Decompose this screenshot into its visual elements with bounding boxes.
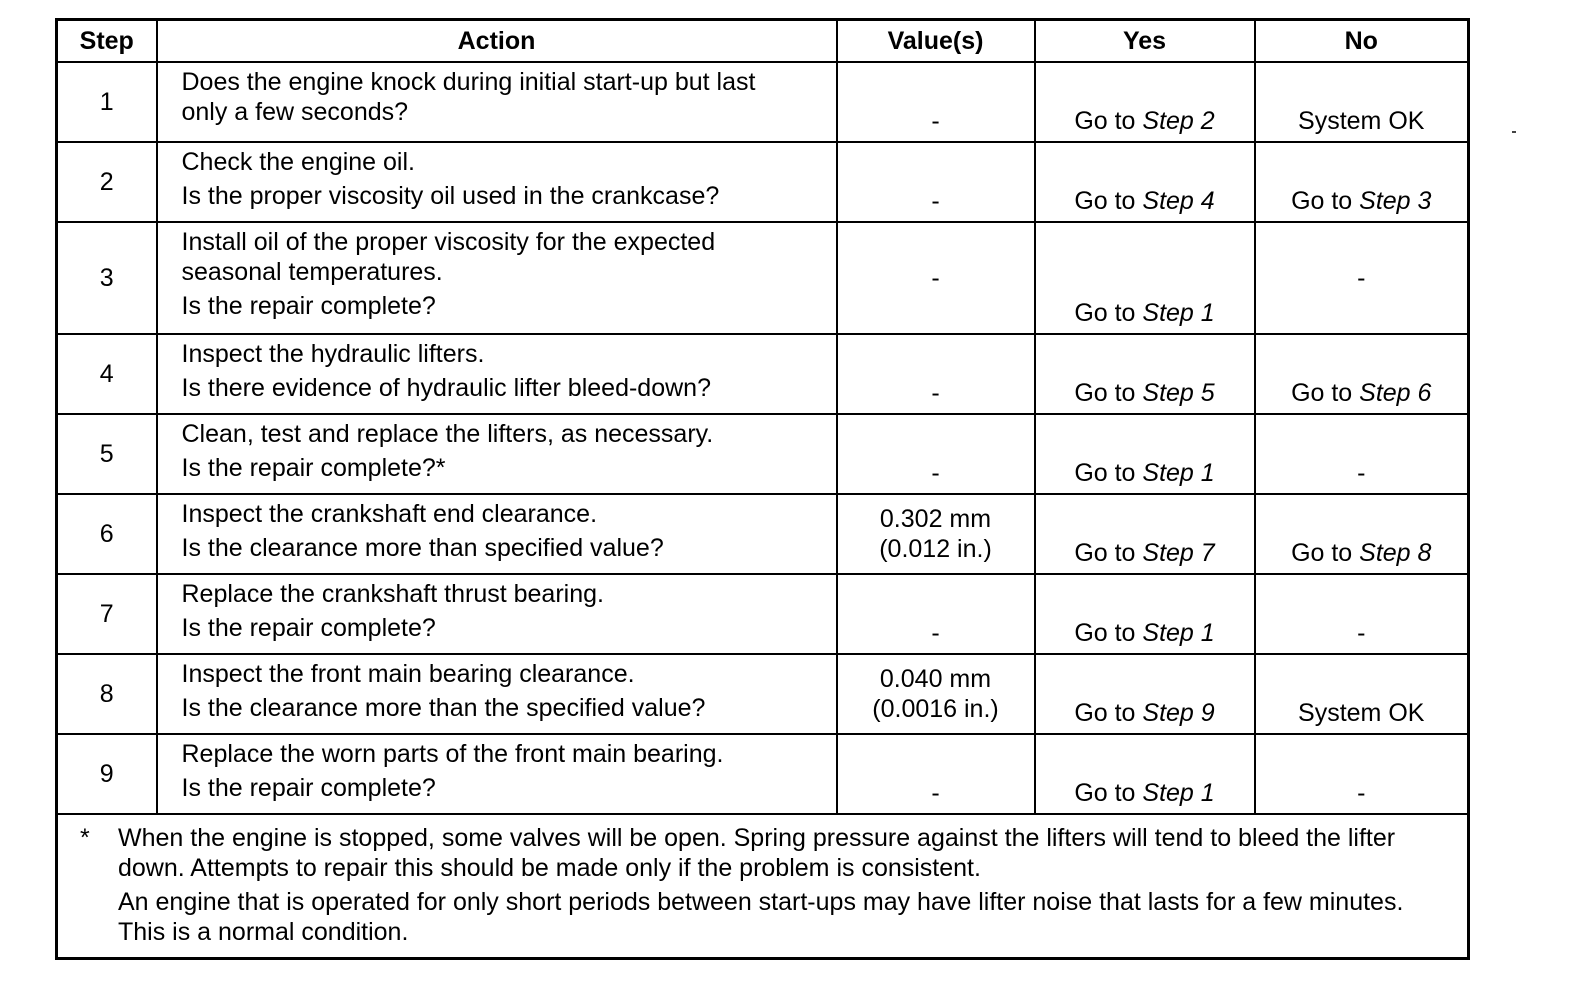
action-line: Is the repair complete? xyxy=(181,292,436,320)
action-line: Is there evidence of hydraulic lifter bleed-down? xyxy=(181,374,711,402)
no-text: - xyxy=(1357,459,1366,487)
yes-step-ref: Step 1 xyxy=(1142,619,1215,647)
no-cell xyxy=(1255,334,1469,414)
footnote-cell xyxy=(57,814,1469,959)
step-number: 4 xyxy=(57,334,157,414)
no-cell xyxy=(1255,142,1469,222)
column-header-no: No xyxy=(1255,20,1469,63)
yes-text: Go to xyxy=(1074,619,1143,647)
yes-step-ref: Step 1 xyxy=(1142,459,1215,487)
yes-step-ref: Step 7 xyxy=(1142,539,1215,567)
action-cell xyxy=(157,414,837,494)
table-header-row xyxy=(57,20,1469,63)
yes-cell xyxy=(1035,142,1255,222)
yes-text: Go to xyxy=(1074,187,1143,215)
footnote-paragraph: An engine that is operated for only short periods between start-ups may have lifter noise that lasts for a few minutes. This is a normal condition. xyxy=(118,888,1404,946)
table-row xyxy=(57,414,1469,494)
yes-cell xyxy=(1035,734,1255,814)
footnote-marker: * xyxy=(80,824,90,852)
action-line: Clean, test and replace the lifters, as necessary. xyxy=(181,420,714,448)
step-number: 1 xyxy=(57,62,157,142)
no-text: Go to xyxy=(1291,187,1360,215)
table-row xyxy=(57,62,1469,142)
table-row xyxy=(57,734,1469,814)
no-cell xyxy=(1255,414,1469,494)
value-imperial: (0.0016 in.) xyxy=(872,695,999,723)
yes-cell xyxy=(1035,654,1255,734)
value-cell: - xyxy=(837,142,1035,222)
no-text: - xyxy=(1357,264,1366,292)
action-cell xyxy=(157,222,837,334)
yes-cell xyxy=(1035,494,1255,574)
step-number: 5 xyxy=(57,414,157,494)
yes-text: Go to xyxy=(1074,779,1143,807)
yes-cell xyxy=(1035,222,1255,334)
column-header-values: Value(s) xyxy=(837,20,1035,63)
action-line: only a few seconds? xyxy=(181,98,409,126)
yes-step-ref: Step 1 xyxy=(1142,779,1215,807)
value-cell xyxy=(837,494,1035,574)
step-number: 9 xyxy=(57,734,157,814)
value-imperial: (0.012 in.) xyxy=(879,535,992,563)
action-cell xyxy=(157,62,837,142)
no-step-ref: Step 3 xyxy=(1359,187,1432,215)
yes-text: Go to xyxy=(1074,459,1143,487)
action-line: Is the repair complete?* xyxy=(181,454,446,482)
step-number: 7 xyxy=(57,574,157,654)
value-cell: - xyxy=(837,414,1035,494)
no-text: - xyxy=(1357,619,1366,647)
value-cell: - xyxy=(837,334,1035,414)
no-step-ref: Step 8 xyxy=(1359,539,1432,567)
action-cell xyxy=(157,654,837,734)
yes-text: Go to xyxy=(1074,539,1143,567)
action-cell xyxy=(157,734,837,814)
action-line: Does the engine knock during initial start-up but last xyxy=(181,68,756,96)
yes-step-ref: Step 5 xyxy=(1142,379,1215,407)
action-cell xyxy=(157,142,837,222)
yes-text: Go to xyxy=(1074,379,1143,407)
value-metric: 0.040 mm xyxy=(879,665,992,693)
yes-cell xyxy=(1035,414,1255,494)
table-row xyxy=(57,654,1469,734)
footnote-body xyxy=(118,823,1457,947)
no-text: - xyxy=(1357,779,1366,807)
action-line: Is the proper viscosity oil used in the crankcase? xyxy=(181,182,720,210)
action-line: Is the clearance more than specified value? xyxy=(181,534,664,562)
action-line: Install oil of the proper viscosity for the expected xyxy=(181,228,716,256)
yes-cell xyxy=(1035,574,1255,654)
action-line: Inspect the front main bearing clearance. xyxy=(181,660,635,688)
no-cell xyxy=(1255,222,1469,334)
action-cell xyxy=(157,574,837,654)
value-cell: - xyxy=(837,574,1035,654)
yes-step-ref: Step 2 xyxy=(1142,107,1215,135)
value-cell xyxy=(837,654,1035,734)
no-text: Go to xyxy=(1291,539,1360,567)
action-cell xyxy=(157,334,837,414)
step-number: 6 xyxy=(57,494,157,574)
value-cell: - xyxy=(837,222,1035,334)
yes-step-ref: Step 9 xyxy=(1142,699,1215,727)
no-step-ref: Step 6 xyxy=(1359,379,1432,407)
table-row xyxy=(57,222,1469,334)
scan-speck xyxy=(1512,131,1516,133)
yes-cell xyxy=(1035,62,1255,142)
action-line: Replace the crankshaft thrust bearing. xyxy=(181,580,604,608)
footnote-row xyxy=(57,814,1469,959)
step-number: 2 xyxy=(57,142,157,222)
action-line: Inspect the hydraulic lifters. xyxy=(181,340,485,368)
value-metric: 0.302 mm xyxy=(879,505,992,533)
yes-text: Go to xyxy=(1074,107,1143,135)
action-line: Check the engine oil. xyxy=(181,148,415,176)
action-line: Is the repair complete? xyxy=(181,614,436,642)
no-text: Go to xyxy=(1291,379,1360,407)
no-cell xyxy=(1255,494,1469,574)
column-header-action: Action xyxy=(157,20,837,63)
no-cell xyxy=(1255,734,1469,814)
action-line: Is the repair complete? xyxy=(181,774,436,802)
table-row xyxy=(57,574,1469,654)
yes-text: Go to xyxy=(1074,699,1143,727)
table-row xyxy=(57,334,1469,414)
no-cell xyxy=(1255,62,1469,142)
yes-cell xyxy=(1035,334,1255,414)
diagnostic-table xyxy=(55,18,1470,960)
value-cell: - xyxy=(837,734,1035,814)
no-cell xyxy=(1255,574,1469,654)
value-cell: - xyxy=(837,62,1035,142)
table-row xyxy=(57,142,1469,222)
yes-step-ref: Step 4 xyxy=(1142,187,1215,215)
action-line: Replace the worn parts of the front main bearing. xyxy=(181,740,724,768)
yes-step-ref: Step 1 xyxy=(1142,299,1215,327)
action-line: seasonal temperatures. xyxy=(181,258,443,286)
action-cell xyxy=(157,494,837,574)
no-cell xyxy=(1255,654,1469,734)
table-row xyxy=(57,494,1469,574)
action-line: Is the clearance more than the specified value? xyxy=(181,694,706,722)
step-number: 3 xyxy=(57,222,157,334)
step-number: 8 xyxy=(57,654,157,734)
no-text: System OK xyxy=(1298,107,1425,135)
yes-text: Go to xyxy=(1074,299,1143,327)
no-text: System OK xyxy=(1298,699,1425,727)
column-header-yes: Yes xyxy=(1035,20,1255,63)
footnote-paragraph: When the engine is stopped, some valves will be open. Spring pressure against the lifters will tend to bleed the lifter down. Attempts to repair this should be made only if the problem is consistent. xyxy=(118,824,1396,882)
action-line: Inspect the crankshaft end clearance. xyxy=(181,500,598,528)
column-header-step: Step xyxy=(57,20,157,63)
